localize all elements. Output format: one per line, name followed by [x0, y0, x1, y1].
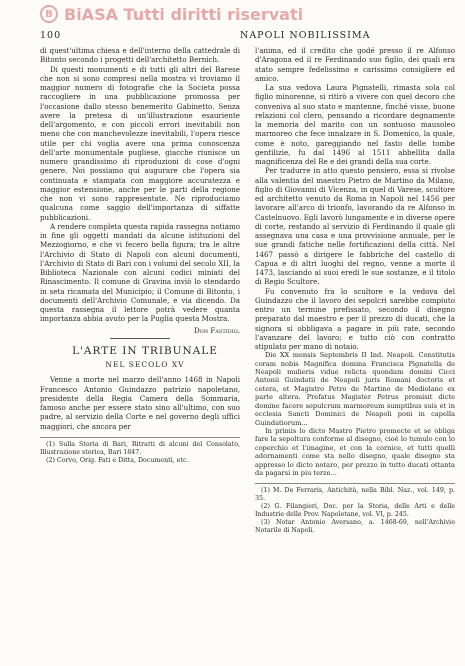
watermark: [0, 3, 465, 25]
journal-title: NAPOLI NOBILISSIMA: [240, 30, 371, 41]
divider: [110, 338, 170, 339]
paragraph: A rendere completa questa rapida rassegna notiamo in fine gli oggetti mandati da alcune istituzioni del Mezzogiorno, e che vi fecero bella figura; tra le altre l'Archivio di Stato di Napoli con alcuni documenti, l'Archivio di Stato di Bari con i volumi del secolo XII, la Biblioteca Nazionale con alcuni codici miniati del Rinascimento. Il comune di Gravina inviò lo stendardo in seta ricamata del Municipio; il Comune di Bitonto, i documenti dell'Archivio Comunale, e via dicendo. Da questa rassegna il lettore potrà vedere quanta importanza abbia avuto per la Puglia questa Mostra.: [40, 221, 240, 324]
paragraph: Per tradurre in atto questo pensiero, essa si rivolse alla valentia del maestro Pietro de Martino da Milano, figlio di Giovanni di Vicenza, in quel di Varese, scultore ed architetto venuto da Roma in Napoli nel 1456 per lavorare all'arco di trionfo, lavorando da re Alfonso in Castelnuovo. Egli lavorò lungamente e in diverse opere di corte, restando al servizio di Ferdinando il quale gli assegnava una casa e una provvisione annuale, per le sue grandi fatiche nelle fortificazioni della città. Nel 1467 passò a dirigere le fabbriche del castello di Capua e di altri luoghi del regno, venne a morte il 1473, lasciando ai suoi eredi le sue sostanze, e il titolo di Regio Scultore.: [255, 166, 455, 287]
biasa-logo-icon: B: [40, 5, 58, 23]
left-column: [40, 46, 240, 465]
paragraph: di quest'ultima chiesa e dell'interno della cattedrale di Bitonto secondo i progetti dell'architetto Bernich.: [40, 46, 240, 65]
paragraph: Di questi monumenti e di tutti gli altri del Barese che non si sono compresi nella mostra vi troviamo il maggior numero di fotografie che la Societa possa raccogliere in una pubblicazione promossa per l'occasione dallo stesso benemerito Gabinetto. Senza avere la pretesa di un'illustrazione esauriente dell'argomento, e con piccoli errori inevitabili non meno che con manchevolezze inevitabili, l'opera riesce utile per chi voglia avere una prima conoscenza dell'arte monumentale pugliese, giacche riunisce un numero grandissimo di riproduzioni di cose d'ogni genere. Noi possiamo qui augurare che l'opera sia continuata e stampata con maggiore accuratezza e maggior estensione, anche per le parti della regione che non vi sono rappresentate. Ne riproduciamo qualcuna come saggio dell'importanza di siffatte pubblicazioni.: [40, 64, 240, 222]
running-head: [40, 30, 460, 44]
footnotes: [40, 437, 240, 465]
section-subtitle: NEL SECOLO XV: [105, 360, 185, 369]
paragraph: La sua vedova Laura Pignatelli, rimasta sola col figlio minorenne, si ritirò a vivere con quel decoro che conveniva al suo stato e mantenne, finché visse, buone relazioni col clero, pensando a ricordare degnamente la memoria del marito con un sontuoso mausoleo marmoreo che fece innalzare in S. Domenico, la quale, come è noto, gareggiando nel fasto delle tombe gentilizie, fu dal 1496 al 1511 abbellita dalla magnificenza del Re e dei grandi della sua corte.: [255, 83, 455, 166]
paragraph: l'anima, ed il credito che godé presso il re Alfonso d'Aragona ed il re Ferdinando suo figlio, dei quali era stato sempre fedelissimo e carissimo consigliere ed amico.: [255, 46, 455, 83]
footnote: (3) Notar Antonio Aversano, a. 1468-69, nell'Archivio Notarile di Napoli.: [255, 519, 455, 535]
section-title: L'ARTE IN TRIBUNALE: [72, 344, 218, 357]
watermark-text: BiASA Tutti diritti riservati: [64, 4, 304, 24]
signature: Don Fastidio.: [193, 325, 240, 335]
quoted-document: Die XX mensis Septembris II Ind. Neapoli. Constitutis coram nobis Magnifica domina Francisca Pignatella de Neapoli mulieris vidue relicta quondam domini Cicci Antonii Guindatii de Neapoli juris Romani doctoris et cetera, et Magistro Petro de Martino de Mediolano ex parte altera. Prefatus Magister Petrus promisit dicte domine facere sepulcrum marmoreum sumptibus suis et in ecclesia Sancti Dominici de Neapoli poni in capella Guindatiorum...: [255, 351, 455, 427]
quoted-document: In primis lo dicto Mastro Pietro promecte et se obliga fare la sepoltura conforme al disegno, cioè lo tumulo con lo coperchio et l'imagine, et con la cornice, et tutti quelli adornamenti come sta nello disegno, quale disegno sta appresso lo dicto notaro, per prezzo in tutto ducati ottanta da pagarsi in piu terze...: [255, 426, 455, 477]
page-number: 100: [40, 30, 62, 41]
footnotes: [255, 483, 455, 535]
right-column: [255, 46, 455, 535]
footnote: (1) M. De Ferraris, Antichità, nella Bibl. Naz., vol. 149, p. 35.: [255, 487, 455, 503]
paragraph: Venne a morte nel marzo dell'anno 1468 in Napoli Francesco Antonio Guindazzo patrizio napoletano, presidente della Regia Camera della Sommaria, famoso anche per essere stato sino all'ultimo, con suo padre, al servizio della Corte e nel governo degli uffici maggiori, che ancora per: [40, 375, 240, 431]
footnote: (1) Sulla Storia di Bari, Ritratti di alcuni del Consolato, Illustrazione storica, Bari 1847.: [40, 440, 240, 456]
paragraph: Fu convenuto fra lo scultore e la vedova del Guindazzo che il lavoro dei sepolcri sarebbe compiuto entro un termine prefissato, secondo il disegno preparato dal maestro e per il prezzo di ducati, che la signora si obbligava a pagare in più rate, secondo l'avanzare del lavoro; e tutto ciò con contratto stipulato per mano di notaio.: [255, 286, 455, 351]
footnote: (2) Corvo, Orig. Fati e Ditta, Documenti, etc.: [46, 456, 189, 464]
footnote: (2) G. Filangieri, Doc. per la Storia, delle Arti e delle Industrie delle Prov. Napoletane, vol. VI, p. 245.: [255, 503, 455, 519]
